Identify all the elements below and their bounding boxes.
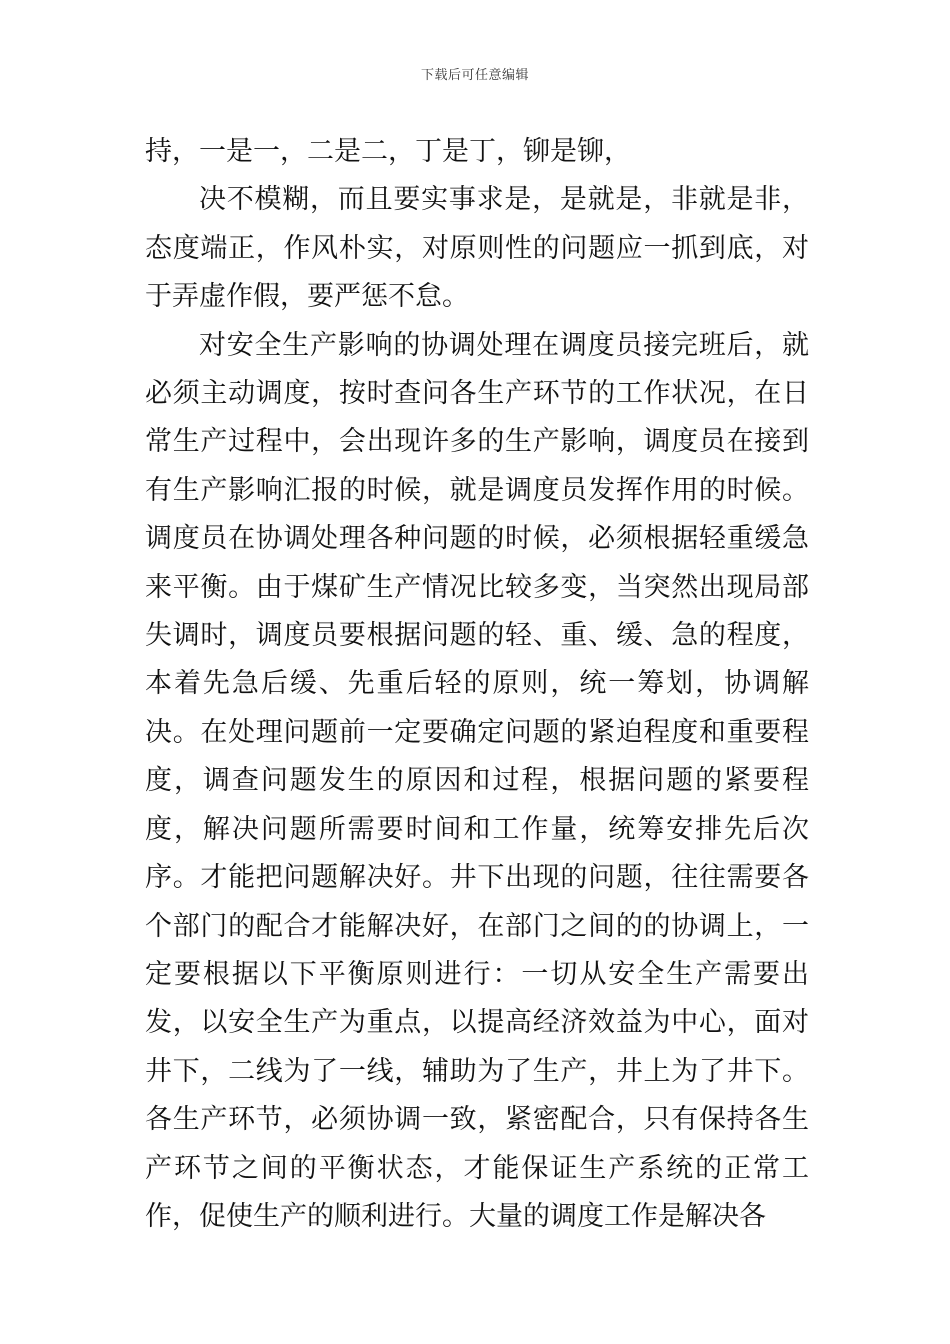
paragraph-coordination: 对安全生产影响的协调处理在调度员接完班后，就必须主动调度，按时查问各生产环节的工作状况，在日常生产过程中，会出现许多的生产影响，调度员在接到有生产影响汇报的时候，就是调度员发挥作用的时候。调度员在协调处理各种问题的时候，必须根据轻重缓急来平衡。由于煤矿生产情况比较多变，当突然出现局部失调时，调度员要根据问题的轻、重、缓、急的程度，本着先急后缓、先重后轻的原则，统一筹划，协调解决。在处理问题前一定要确定问题的紧迫程度和重要程度，调查问题发生的原因和过程，根据问题的紧要程度，解决问题所需要时间和工作量，统筹安排先后次序。才能把问题解决好。井下出现的问题，往往需要各个部门的配合才能解决好，在部门之间的的协调上，一定要根据以下平衡原则进行：一切从安全生产需要出发，以安全生产为重点，以提高经济效益为中心，面对井下，二线为了一线，辅助为了生产，井上为了井下。各生产环节，必须协调一致，紧密配合，只有保持各生产环节之间的平衡状态，才能保证生产系统的正常工作，促使生产的顺利进行。大量的调度工作是解决各 (145, 329, 809, 1232)
page-header-note: 下载后可任意编辑 (420, 68, 529, 83)
paragraph-attitude: 决不模糊，而且要实事求是，是就是，非就是非，态度端正，作风朴实，对原则性的问题应一抓到底，对于弄虚作假，要严惩不怠。 (145, 184, 809, 313)
document-body (145, 128, 809, 1241)
paragraph-continuation: 持，一是一，二是二，丁是丁，铆是铆， (145, 136, 631, 167)
